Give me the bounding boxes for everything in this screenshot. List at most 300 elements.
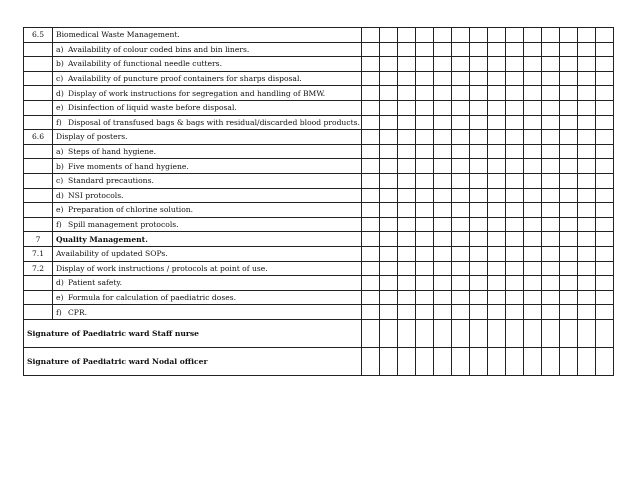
checkbox-cell[interactable] xyxy=(542,57,560,72)
checkbox-cell[interactable] xyxy=(560,71,578,86)
checkbox-cell[interactable] xyxy=(380,28,398,43)
checkbox-cell[interactable] xyxy=(596,276,614,291)
checkbox-cell[interactable] xyxy=(506,144,524,159)
checkbox-cell[interactable] xyxy=(488,319,506,347)
checkbox-cell[interactable] xyxy=(470,305,488,320)
checkbox-cell[interactable] xyxy=(578,232,596,247)
checkbox-cell[interactable] xyxy=(470,28,488,43)
checkbox-cell[interactable] xyxy=(524,86,542,101)
checkbox-cell[interactable] xyxy=(434,217,452,232)
checkbox-cell[interactable] xyxy=(380,173,398,188)
checkbox-cell[interactable] xyxy=(506,305,524,320)
checkbox-cell[interactable] xyxy=(362,86,380,101)
checkbox-cell[interactable] xyxy=(596,100,614,115)
checkbox-cell[interactable] xyxy=(524,261,542,276)
checkbox-cell[interactable] xyxy=(470,130,488,145)
checkbox-cell[interactable] xyxy=(488,188,506,203)
checkbox-cell[interactable] xyxy=(560,319,578,347)
checkbox-cell[interactable] xyxy=(380,86,398,101)
checkbox-cell[interactable] xyxy=(380,290,398,305)
checkbox-cell[interactable] xyxy=(578,276,596,291)
checkbox-cell[interactable] xyxy=(542,159,560,174)
checkbox-cell[interactable] xyxy=(452,305,470,320)
checkbox-cell[interactable] xyxy=(452,100,470,115)
checkbox-cell[interactable] xyxy=(362,319,380,347)
checkbox-cell[interactable] xyxy=(506,159,524,174)
checkbox-cell[interactable] xyxy=(416,86,434,101)
checkbox-cell[interactable] xyxy=(488,261,506,276)
checkbox-cell[interactable] xyxy=(380,130,398,145)
checkbox-cell[interactable] xyxy=(524,173,542,188)
checkbox-cell[interactable] xyxy=(506,347,524,375)
checkbox-cell[interactable] xyxy=(542,319,560,347)
checkbox-cell[interactable] xyxy=(452,203,470,218)
checkbox-cell[interactable] xyxy=(362,28,380,43)
checkbox-cell[interactable] xyxy=(488,305,506,320)
checkbox-cell[interactable] xyxy=(506,173,524,188)
checkbox-cell[interactable] xyxy=(452,71,470,86)
checkbox-cell[interactable] xyxy=(398,71,416,86)
checkbox-cell[interactable] xyxy=(560,115,578,130)
checkbox-cell[interactable] xyxy=(542,305,560,320)
checkbox-cell[interactable] xyxy=(578,217,596,232)
checkbox-cell[interactable] xyxy=(506,28,524,43)
checkbox-cell[interactable] xyxy=(596,28,614,43)
checkbox-cell[interactable] xyxy=(506,115,524,130)
checkbox-cell[interactable] xyxy=(380,276,398,291)
checkbox-cell[interactable] xyxy=(578,86,596,101)
checkbox-cell[interactable] xyxy=(470,71,488,86)
checkbox-cell[interactable] xyxy=(380,100,398,115)
checkbox-cell[interactable] xyxy=(524,319,542,347)
checkbox-cell[interactable] xyxy=(506,232,524,247)
checkbox-cell[interactable] xyxy=(380,232,398,247)
checkbox-cell[interactable] xyxy=(380,261,398,276)
checkbox-cell[interactable] xyxy=(380,347,398,375)
checkbox-cell[interactable] xyxy=(470,144,488,159)
checkbox-cell[interactable] xyxy=(488,28,506,43)
checkbox-cell[interactable] xyxy=(416,173,434,188)
checkbox-cell[interactable] xyxy=(398,86,416,101)
checkbox-cell[interactable] xyxy=(380,159,398,174)
checkbox-cell[interactable] xyxy=(398,232,416,247)
checkbox-cell[interactable] xyxy=(578,159,596,174)
checkbox-cell[interactable] xyxy=(434,173,452,188)
checkbox-cell[interactable] xyxy=(470,203,488,218)
checkbox-cell[interactable] xyxy=(470,347,488,375)
checkbox-cell[interactable] xyxy=(596,217,614,232)
checkbox-cell[interactable] xyxy=(506,71,524,86)
checkbox-cell[interactable] xyxy=(542,115,560,130)
checkbox-cell[interactable] xyxy=(434,347,452,375)
checkbox-cell[interactable] xyxy=(452,188,470,203)
checkbox-cell[interactable] xyxy=(578,347,596,375)
checkbox-cell[interactable] xyxy=(488,232,506,247)
checkbox-cell[interactable] xyxy=(398,100,416,115)
checkbox-cell[interactable] xyxy=(362,57,380,72)
checkbox-cell[interactable] xyxy=(524,290,542,305)
checkbox-cell[interactable] xyxy=(398,28,416,43)
checkbox-cell[interactable] xyxy=(596,305,614,320)
checkbox-cell[interactable] xyxy=(560,159,578,174)
checkbox-cell[interactable] xyxy=(416,246,434,261)
checkbox-cell[interactable] xyxy=(488,203,506,218)
checkbox-cell[interactable] xyxy=(506,217,524,232)
checkbox-cell[interactable] xyxy=(524,217,542,232)
checkbox-cell[interactable] xyxy=(524,305,542,320)
checkbox-cell[interactable] xyxy=(506,130,524,145)
checkbox-cell[interactable] xyxy=(506,261,524,276)
checkbox-cell[interactable] xyxy=(434,261,452,276)
checkbox-cell[interactable] xyxy=(596,42,614,57)
checkbox-cell[interactable] xyxy=(452,246,470,261)
checkbox-cell[interactable] xyxy=(596,115,614,130)
checkbox-cell[interactable] xyxy=(506,57,524,72)
checkbox-cell[interactable] xyxy=(524,100,542,115)
checkbox-cell[interactable] xyxy=(398,57,416,72)
checkbox-cell[interactable] xyxy=(434,144,452,159)
checkbox-cell[interactable] xyxy=(362,290,380,305)
checkbox-cell[interactable] xyxy=(398,130,416,145)
checkbox-cell[interactable] xyxy=(452,144,470,159)
checkbox-cell[interactable] xyxy=(578,203,596,218)
checkbox-cell[interactable] xyxy=(434,71,452,86)
checkbox-cell[interactable] xyxy=(596,188,614,203)
checkbox-cell[interactable] xyxy=(470,173,488,188)
checkbox-cell[interactable] xyxy=(398,188,416,203)
checkbox-cell[interactable] xyxy=(578,42,596,57)
checkbox-cell[interactable] xyxy=(524,115,542,130)
checkbox-cell[interactable] xyxy=(434,232,452,247)
checkbox-cell[interactable] xyxy=(470,86,488,101)
checkbox-cell[interactable] xyxy=(578,305,596,320)
checkbox-cell[interactable] xyxy=(560,246,578,261)
checkbox-cell[interactable] xyxy=(506,42,524,57)
checkbox-cell[interactable] xyxy=(398,217,416,232)
checkbox-cell[interactable] xyxy=(542,246,560,261)
checkbox-cell[interactable] xyxy=(542,188,560,203)
checkbox-cell[interactable] xyxy=(524,71,542,86)
checkbox-cell[interactable] xyxy=(470,100,488,115)
checkbox-cell[interactable] xyxy=(434,290,452,305)
checkbox-cell[interactable] xyxy=(362,246,380,261)
checkbox-cell[interactable] xyxy=(524,130,542,145)
checkbox-cell[interactable] xyxy=(524,276,542,291)
checkbox-cell[interactable] xyxy=(362,100,380,115)
checkbox-cell[interactable] xyxy=(470,232,488,247)
checkbox-cell[interactable] xyxy=(560,28,578,43)
checkbox-cell[interactable] xyxy=(380,71,398,86)
checkbox-cell[interactable] xyxy=(488,246,506,261)
checkbox-cell[interactable] xyxy=(506,246,524,261)
checkbox-cell[interactable] xyxy=(524,347,542,375)
checkbox-cell[interactable] xyxy=(362,130,380,145)
checkbox-cell[interactable] xyxy=(488,57,506,72)
checkbox-cell[interactable] xyxy=(596,159,614,174)
checkbox-cell[interactable] xyxy=(380,305,398,320)
checkbox-cell[interactable] xyxy=(470,159,488,174)
checkbox-cell[interactable] xyxy=(434,57,452,72)
checkbox-cell[interactable] xyxy=(542,290,560,305)
checkbox-cell[interactable] xyxy=(434,42,452,57)
checkbox-cell[interactable] xyxy=(452,347,470,375)
checkbox-cell[interactable] xyxy=(398,305,416,320)
checkbox-cell[interactable] xyxy=(470,188,488,203)
checkbox-cell[interactable] xyxy=(524,232,542,247)
checkbox-cell[interactable] xyxy=(470,319,488,347)
checkbox-cell[interactable] xyxy=(398,290,416,305)
checkbox-cell[interactable] xyxy=(362,115,380,130)
checkbox-cell[interactable] xyxy=(524,159,542,174)
checkbox-cell[interactable] xyxy=(560,261,578,276)
checkbox-cell[interactable] xyxy=(416,42,434,57)
checkbox-cell[interactable] xyxy=(560,57,578,72)
checkbox-cell[interactable] xyxy=(488,71,506,86)
checkbox-cell[interactable] xyxy=(542,232,560,247)
checkbox-cell[interactable] xyxy=(596,57,614,72)
checkbox-cell[interactable] xyxy=(578,57,596,72)
checkbox-cell[interactable] xyxy=(560,217,578,232)
checkbox-cell[interactable] xyxy=(434,203,452,218)
checkbox-cell[interactable] xyxy=(362,144,380,159)
checkbox-cell[interactable] xyxy=(434,130,452,145)
checkbox-cell[interactable] xyxy=(542,71,560,86)
checkbox-cell[interactable] xyxy=(488,173,506,188)
checkbox-cell[interactable] xyxy=(506,276,524,291)
checkbox-cell[interactable] xyxy=(416,319,434,347)
checkbox-cell[interactable] xyxy=(488,290,506,305)
checkbox-cell[interactable] xyxy=(416,232,434,247)
checkbox-cell[interactable] xyxy=(362,232,380,247)
checkbox-cell[interactable] xyxy=(578,261,596,276)
checkbox-cell[interactable] xyxy=(416,290,434,305)
checkbox-cell[interactable] xyxy=(470,261,488,276)
checkbox-cell[interactable] xyxy=(488,347,506,375)
checkbox-cell[interactable] xyxy=(488,144,506,159)
checkbox-cell[interactable] xyxy=(362,173,380,188)
checkbox-cell[interactable] xyxy=(542,130,560,145)
checkbox-cell[interactable] xyxy=(596,71,614,86)
checkbox-cell[interactable] xyxy=(596,319,614,347)
checkbox-cell[interactable] xyxy=(506,203,524,218)
checkbox-cell[interactable] xyxy=(434,159,452,174)
checkbox-cell[interactable] xyxy=(452,42,470,57)
checkbox-cell[interactable] xyxy=(506,100,524,115)
checkbox-cell[interactable] xyxy=(470,290,488,305)
checkbox-cell[interactable] xyxy=(542,28,560,43)
checkbox-cell[interactable] xyxy=(470,57,488,72)
checkbox-cell[interactable] xyxy=(524,188,542,203)
checkbox-cell[interactable] xyxy=(416,203,434,218)
checkbox-cell[interactable] xyxy=(488,276,506,291)
checkbox-cell[interactable] xyxy=(542,42,560,57)
checkbox-cell[interactable] xyxy=(362,71,380,86)
checkbox-cell[interactable] xyxy=(434,28,452,43)
checkbox-cell[interactable] xyxy=(560,173,578,188)
checkbox-cell[interactable] xyxy=(434,246,452,261)
checkbox-cell[interactable] xyxy=(560,100,578,115)
checkbox-cell[interactable] xyxy=(542,86,560,101)
checkbox-cell[interactable] xyxy=(542,144,560,159)
checkbox-cell[interactable] xyxy=(362,188,380,203)
checkbox-cell[interactable] xyxy=(542,276,560,291)
checkbox-cell[interactable] xyxy=(578,130,596,145)
checkbox-cell[interactable] xyxy=(398,261,416,276)
checkbox-cell[interactable] xyxy=(596,130,614,145)
checkbox-cell[interactable] xyxy=(560,188,578,203)
checkbox-cell[interactable] xyxy=(380,246,398,261)
checkbox-cell[interactable] xyxy=(578,290,596,305)
checkbox-cell[interactable] xyxy=(398,347,416,375)
checkbox-cell[interactable] xyxy=(434,188,452,203)
checkbox-cell[interactable] xyxy=(362,203,380,218)
checkbox-cell[interactable] xyxy=(488,159,506,174)
checkbox-cell[interactable] xyxy=(416,347,434,375)
checkbox-cell[interactable] xyxy=(416,159,434,174)
checkbox-cell[interactable] xyxy=(452,217,470,232)
checkbox-cell[interactable] xyxy=(416,305,434,320)
checkbox-cell[interactable] xyxy=(362,305,380,320)
checkbox-cell[interactable] xyxy=(452,173,470,188)
checkbox-cell[interactable] xyxy=(434,319,452,347)
checkbox-cell[interactable] xyxy=(560,276,578,291)
checkbox-cell[interactable] xyxy=(542,203,560,218)
checkbox-cell[interactable] xyxy=(434,115,452,130)
checkbox-cell[interactable] xyxy=(578,115,596,130)
checkbox-cell[interactable] xyxy=(488,130,506,145)
checkbox-cell[interactable] xyxy=(560,86,578,101)
checkbox-cell[interactable] xyxy=(452,232,470,247)
checkbox-cell[interactable] xyxy=(398,276,416,291)
checkbox-cell[interactable] xyxy=(398,246,416,261)
checkbox-cell[interactable] xyxy=(452,290,470,305)
checkbox-cell[interactable] xyxy=(452,57,470,72)
checkbox-cell[interactable] xyxy=(542,217,560,232)
checkbox-cell[interactable] xyxy=(416,276,434,291)
checkbox-cell[interactable] xyxy=(416,57,434,72)
checkbox-cell[interactable] xyxy=(362,159,380,174)
checkbox-cell[interactable] xyxy=(452,276,470,291)
checkbox-cell[interactable] xyxy=(470,217,488,232)
checkbox-cell[interactable] xyxy=(578,319,596,347)
checkbox-cell[interactable] xyxy=(380,42,398,57)
checkbox-cell[interactable] xyxy=(470,115,488,130)
checkbox-cell[interactable] xyxy=(524,246,542,261)
checkbox-cell[interactable] xyxy=(416,100,434,115)
checkbox-cell[interactable] xyxy=(542,347,560,375)
checkbox-cell[interactable] xyxy=(488,217,506,232)
checkbox-cell[interactable] xyxy=(380,217,398,232)
checkbox-cell[interactable] xyxy=(524,203,542,218)
checkbox-cell[interactable] xyxy=(506,290,524,305)
checkbox-cell[interactable] xyxy=(380,203,398,218)
checkbox-cell[interactable] xyxy=(524,57,542,72)
checkbox-cell[interactable] xyxy=(506,319,524,347)
checkbox-cell[interactable] xyxy=(578,188,596,203)
checkbox-cell[interactable] xyxy=(488,100,506,115)
checkbox-cell[interactable] xyxy=(398,144,416,159)
checkbox-cell[interactable] xyxy=(578,71,596,86)
checkbox-cell[interactable] xyxy=(416,28,434,43)
checkbox-cell[interactable] xyxy=(596,203,614,218)
checkbox-cell[interactable] xyxy=(578,100,596,115)
checkbox-cell[interactable] xyxy=(470,42,488,57)
checkbox-cell[interactable] xyxy=(542,100,560,115)
checkbox-cell[interactable] xyxy=(524,42,542,57)
checkbox-cell[interactable] xyxy=(380,319,398,347)
checkbox-cell[interactable] xyxy=(524,144,542,159)
checkbox-cell[interactable] xyxy=(488,115,506,130)
checkbox-cell[interactable] xyxy=(380,115,398,130)
checkbox-cell[interactable] xyxy=(542,173,560,188)
checkbox-cell[interactable] xyxy=(452,261,470,276)
checkbox-cell[interactable] xyxy=(380,57,398,72)
checkbox-cell[interactable] xyxy=(452,159,470,174)
checkbox-cell[interactable] xyxy=(506,188,524,203)
checkbox-cell[interactable] xyxy=(398,115,416,130)
checkbox-cell[interactable] xyxy=(596,246,614,261)
checkbox-cell[interactable] xyxy=(596,144,614,159)
checkbox-cell[interactable] xyxy=(488,86,506,101)
checkbox-cell[interactable] xyxy=(578,28,596,43)
checkbox-cell[interactable] xyxy=(560,232,578,247)
checkbox-cell[interactable] xyxy=(488,42,506,57)
checkbox-cell[interactable] xyxy=(506,86,524,101)
checkbox-cell[interactable] xyxy=(452,319,470,347)
checkbox-cell[interactable] xyxy=(560,130,578,145)
checkbox-cell[interactable] xyxy=(596,86,614,101)
checkbox-cell[interactable] xyxy=(362,276,380,291)
checkbox-cell[interactable] xyxy=(452,130,470,145)
checkbox-cell[interactable] xyxy=(434,86,452,101)
checkbox-cell[interactable] xyxy=(434,305,452,320)
checkbox-cell[interactable] xyxy=(578,144,596,159)
checkbox-cell[interactable] xyxy=(398,159,416,174)
checkbox-cell[interactable] xyxy=(596,232,614,247)
checkbox-cell[interactable] xyxy=(560,42,578,57)
checkbox-cell[interactable] xyxy=(398,319,416,347)
checkbox-cell[interactable] xyxy=(416,261,434,276)
checkbox-cell[interactable] xyxy=(578,246,596,261)
checkbox-cell[interactable] xyxy=(452,28,470,43)
checkbox-cell[interactable] xyxy=(452,115,470,130)
checkbox-cell[interactable] xyxy=(434,100,452,115)
checkbox-cell[interactable] xyxy=(398,203,416,218)
checkbox-cell[interactable] xyxy=(578,173,596,188)
checkbox-cell[interactable] xyxy=(542,261,560,276)
checkbox-cell[interactable] xyxy=(362,347,380,375)
checkbox-cell[interactable] xyxy=(398,42,416,57)
checkbox-cell[interactable] xyxy=(380,144,398,159)
checkbox-cell[interactable] xyxy=(560,144,578,159)
checkbox-cell[interactable] xyxy=(416,217,434,232)
checkbox-cell[interactable] xyxy=(596,290,614,305)
checkbox-cell[interactable] xyxy=(416,144,434,159)
checkbox-cell[interactable] xyxy=(596,347,614,375)
checkbox-cell[interactable] xyxy=(560,203,578,218)
checkbox-cell[interactable] xyxy=(416,115,434,130)
checkbox-cell[interactable] xyxy=(362,261,380,276)
checkbox-cell[interactable] xyxy=(398,173,416,188)
checkbox-cell[interactable] xyxy=(560,305,578,320)
checkbox-cell[interactable] xyxy=(434,276,452,291)
checkbox-cell[interactable] xyxy=(470,276,488,291)
checkbox-cell[interactable] xyxy=(380,188,398,203)
checkbox-cell[interactable] xyxy=(596,173,614,188)
checkbox-cell[interactable] xyxy=(416,130,434,145)
checkbox-cell[interactable] xyxy=(470,246,488,261)
checkbox-cell[interactable] xyxy=(416,71,434,86)
